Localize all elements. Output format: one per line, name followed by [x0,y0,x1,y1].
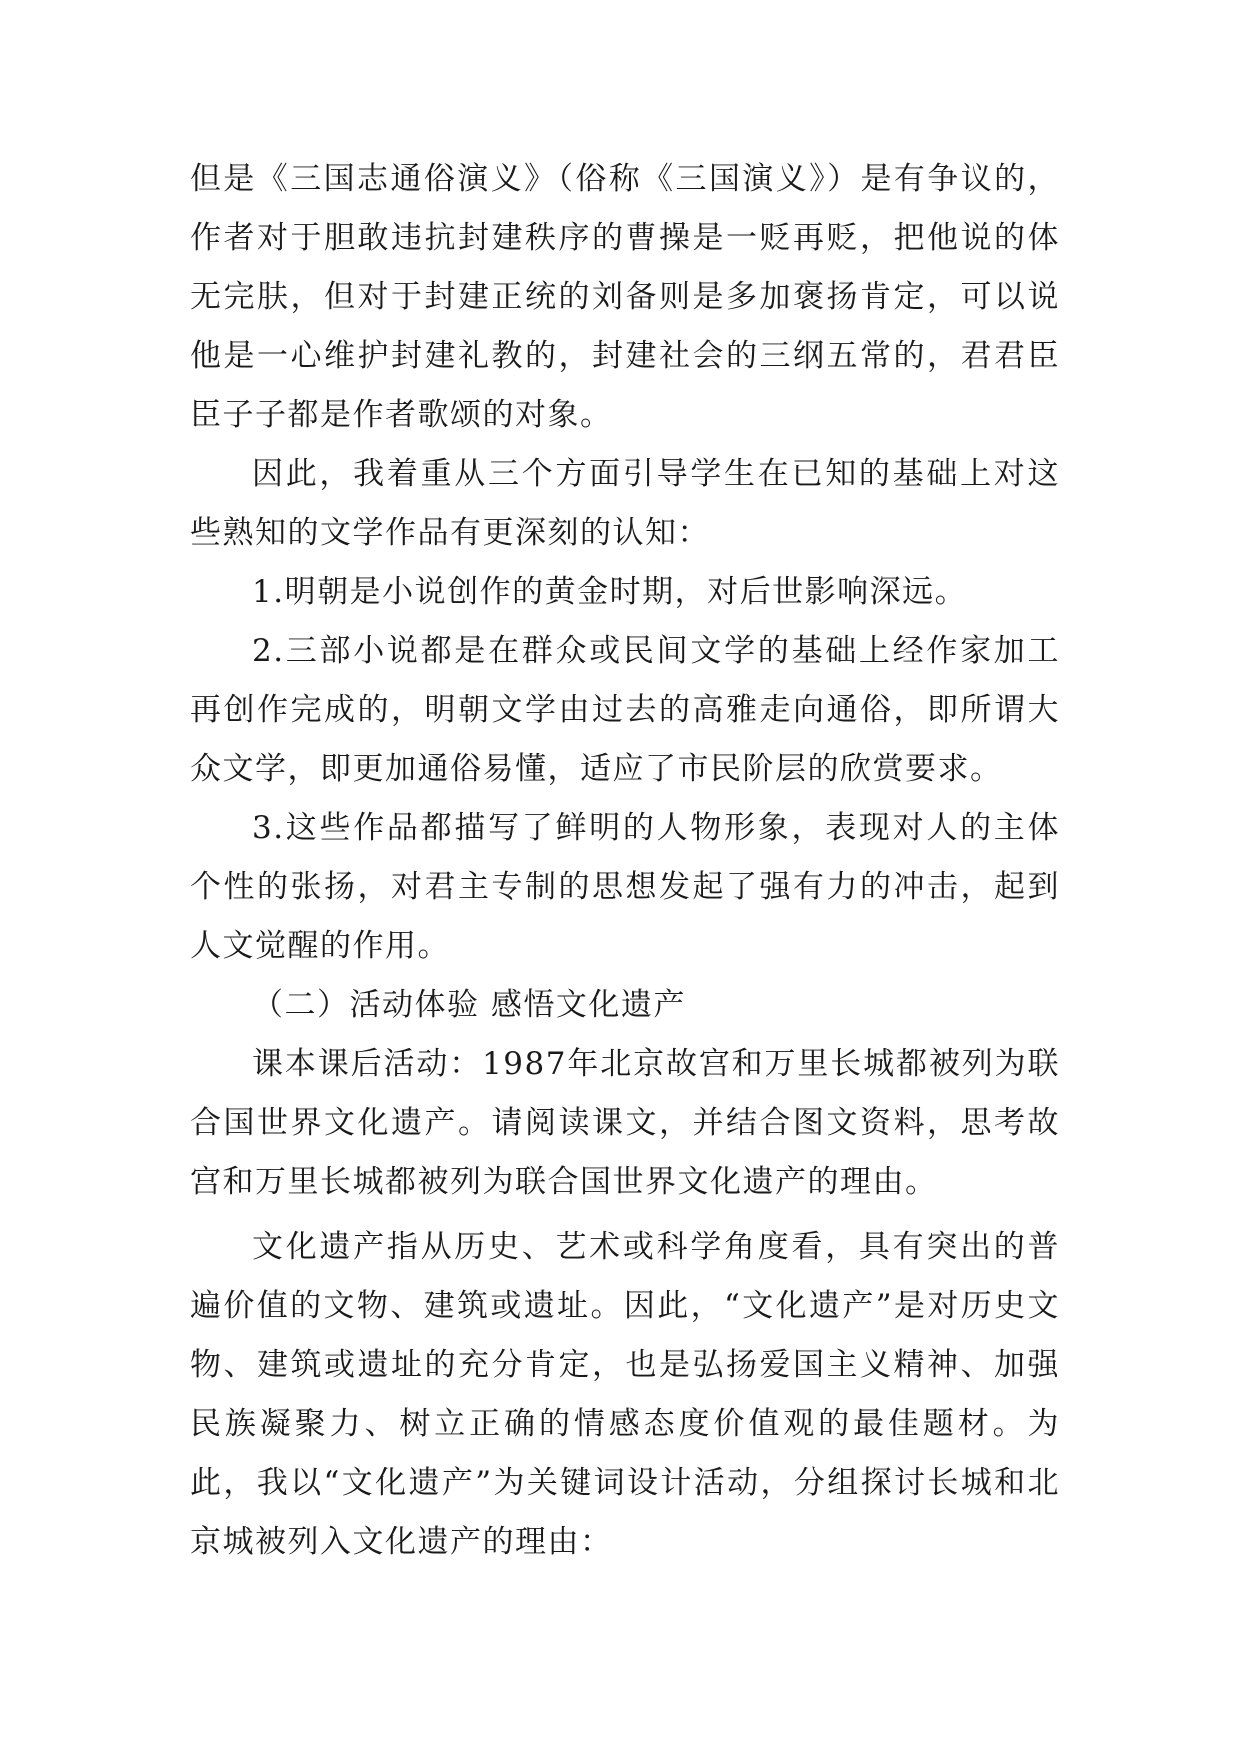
section-heading-cultural-heritage: （二）活动体验 感悟文化遗产 [252,987,686,1023]
paragraph-cultural-heritage-definition: 文化遗产指从历史、艺术或科学角度看，具有突出的普遍价值的文物、建筑或遗址。因此，“文化遗产”是对历史文物、建筑或遗址的充分肯定，也是弘扬爱国主义精神、加强民族凝聚力、树立正确的情感态度价值观的最佳题材。为此，我以“文化遗产”为关键词设计活动，分组探讨长城和北京城被列入文化遗产的理由： [190,1229,1060,1560]
list-item-3: 3.这些作品都描写了鲜明的人物形象，表现对人的主体个性的张扬，对君主专制的思想发起了强有力的冲击，起到人文觉醒的作用。 [190,810,1060,964]
paragraph-three-aspects-intro: 因此，我着重从三个方面引导学生在已知的基础上对这些熟知的文学作品有更深刻的认知： [190,456,1060,551]
paragraph-textbook-activity: 课本课后活动：1987年北京故宫和万里长城都被列为联合国世界文化遗产。请阅读课文，并结合图文资料，思考故宫和万里长城都被列为联合国世界文化遗产的理由。 [190,1046,1060,1200]
document-body [190,150,1060,1572]
list-item-1: 1.明朝是小说创作的黄金时期，对后世影响深远。 [252,574,968,610]
list-item-2: 2.三部小说都是在群众或民间文学的基础上经作家加工再创作完成的，明朝文学由过去的高雅走向通俗，即所谓大众文学，即更加通俗易懂，适应了市民阶层的欣赏要求。 [190,633,1060,787]
paragraph-romance-three-kingdoms: 但是《三国志通俗演义》（俗称《三国演义》）是有争议的，作者对于胆敢违抗封建秩序的曹操是一贬再贬，把他说的体无完肤，但对于封建正统的刘备则是多加褒扬肯定，可以说他是一心维护封建礼教的，封建社会的三纲五常的，君君臣臣子子都是作者歌颂的对象。 [190,161,1060,433]
